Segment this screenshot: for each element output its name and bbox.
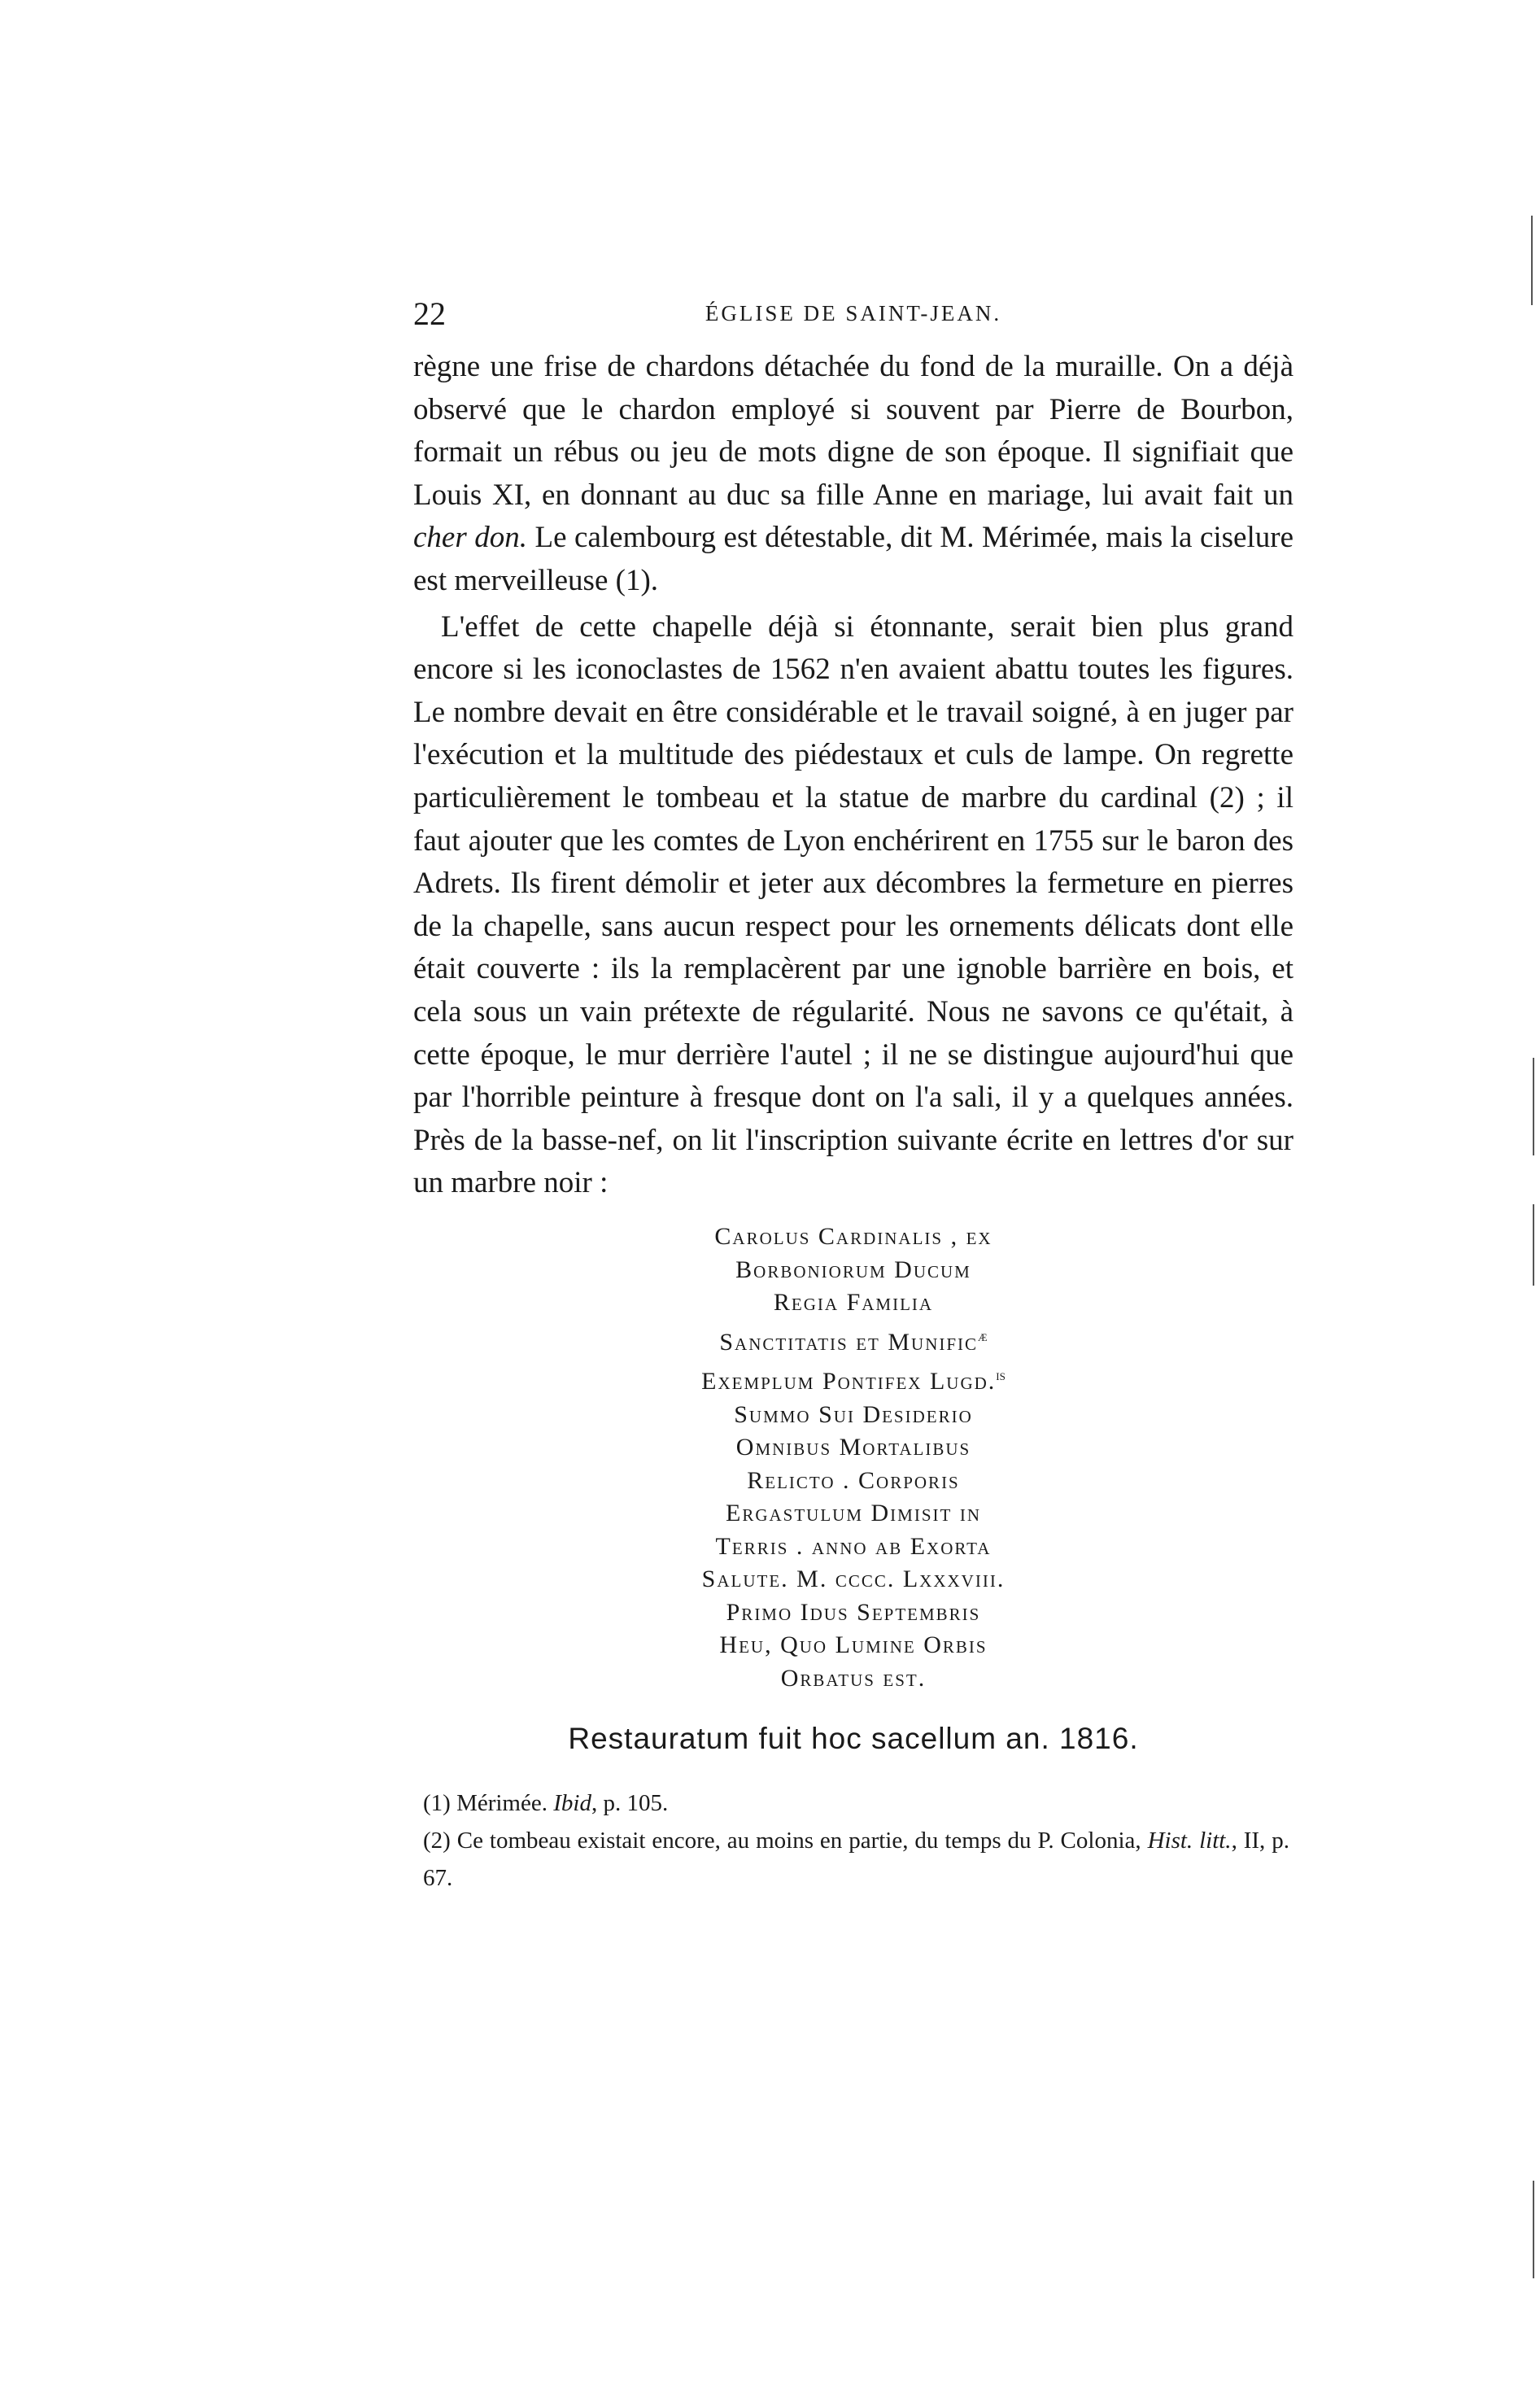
footnote-1-italic: Ibid [553,1790,591,1816]
restoration-line: Restauratum fuit hoc sacellum an. 1816. [568,1722,1139,1755]
inscription-line-10: Terris . anno ab Exorta [715,1532,992,1560]
superscript-ae: æ [978,1327,988,1344]
inscription-line-12: Primo Idus Septembris [726,1598,981,1626]
scan-edge-mark [1531,216,1533,305]
inscription-line-13: Heu, Quo Lumine Orbis [719,1631,988,1658]
superscript-is: is [996,1367,1006,1383]
paragraph-1 [413,346,1294,603]
inscription-line-5: Exemplum Pontifex Lugd.$^{is}$ [701,1367,1006,1395]
inscription-line-4: Sanctitatis et Munific$^æ$ [719,1327,988,1356]
inscription-line-14: Orbatus est. [780,1664,927,1692]
footnotes [390,1784,1289,1897]
page-number: 22 [413,295,446,332]
running-title: ÉGLISE DE SAINT-JEAN. [705,301,1002,325]
paragraph-1-italic: cher don. [413,521,528,555]
paragraph-1-part-a: règne une frise de chardons détachée du fond de la muraille. On a déjà observé que le chardon employé si souvent par Pierre de Bourbon, formait un rébus ou jeu de mots digne de son époque. Il signifiait que Louis XI, en donnant au duc sa fille Anne en mariage, lui avait fait un [413,350,1294,512]
latin-inscription [413,1221,1294,1695]
paragraph-1-part-b: Le calembourg est détestable, dit M. Mérimée, mais la ciselure est merveilleuse (1). [413,521,1294,597]
inscription-line-8: Relicto . Corporis [747,1466,960,1494]
inscription-line-7: Omnibus Mortalibus [735,1434,971,1461]
inscription-line-2: Borboniorum Ducum [735,1256,971,1283]
inscription-line-9: Ergastulum Dimisit in [726,1500,981,1526]
inscription-line-6: Summo Sui Desiderio [734,1400,973,1428]
scan-edge-mark [1533,1058,1534,1155]
footnote-2: (2) Ce tombeau existait encore, au moins en partie, du temps du P. Colonia, Hist. litt., II, p. 67. [423,1828,1289,1891]
paragraph-2: L'effet de cette chapelle déjà si étonnante, serait bien plus grand encore si les iconoclastes de 1562 n'en avaient abattu toutes les figures. Le nombre devait en être considérable et le travail soigné, à en juger par l'exécution et la multitude des piédestaux et culs de lampe. On regrette particulièrement le tombeau et la statue de marbre du cardinal (2) ; il faut ajouter que les comtes de Lyon enchérirent en 1755 sur le baron des Adrets. Ils firent démolir et jeter aux décombres la fermeture en pierres de la chapelle, sans aucun respect pour les ornements délicats dont elle était couverte : ils la remplacèrent par une ignoble barrière en bois, et cela sous un vain prétexte de régularité. Nous ne savons ce qu'était, à cette époque, le mur derrière l'autel ; il ne se distingue aujourd'hui que par l'horrible peinture à fresque dont on l'a sali, il y a quelques années. Près de la basse-nef, on lit l'inscription suivante écrite en lettres d'or sur un marbre noir : [413,609,1294,1200]
scan-edge-mark [1533,1204,1534,1286]
footnote-1: (1) Mérimée. Ibid, p. 105. [423,1790,669,1816]
inscription-line-3: Regia Familia [773,1289,934,1316]
inscription-line-1: Carolus Cardinalis , ex [714,1223,992,1250]
main-text [413,346,1294,1205]
footnote-2-italic: Hist. litt. [1147,1828,1232,1854]
inscription-line-11: Salute. M. cccc. Lxxxviii. [701,1566,1006,1592]
page-header [413,295,1294,343]
scan-edge-mark [1533,2181,1534,2278]
